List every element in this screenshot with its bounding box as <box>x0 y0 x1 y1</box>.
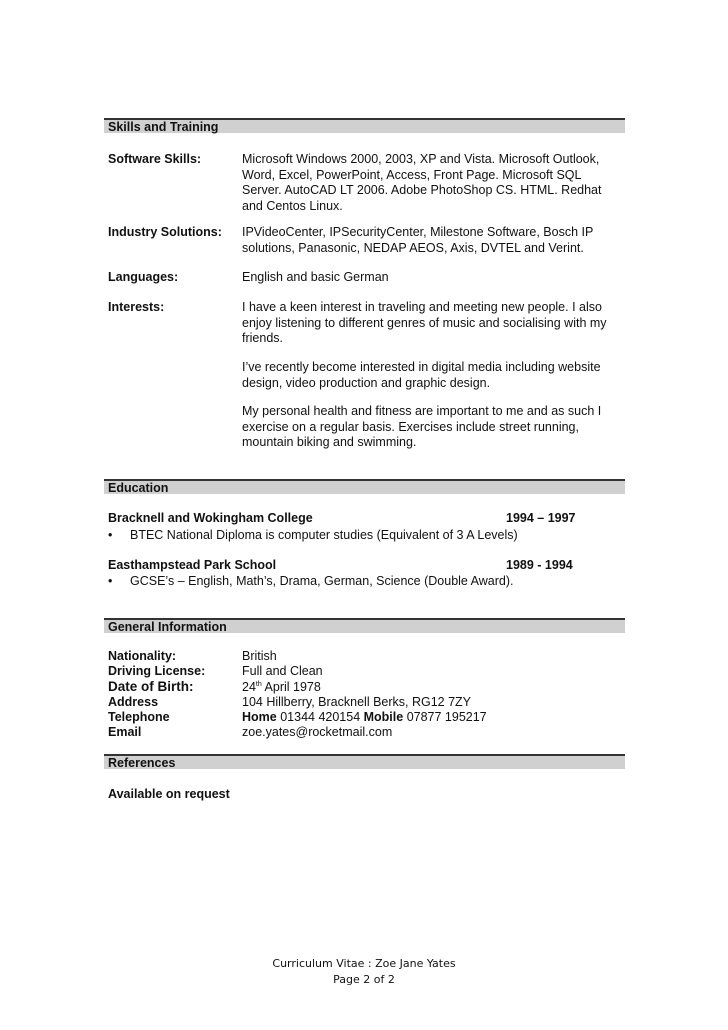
references-text: Available on request <box>108 787 230 801</box>
mobile-number: 07877 195217 <box>403 710 487 724</box>
label-driving-license: Driving License: <box>108 664 206 678</box>
section-header-general: General Information <box>104 618 625 633</box>
education-school-1: Bracknell and Wokingham College <box>108 511 313 525</box>
home-number: 01344 420154 <box>276 710 364 724</box>
label-email: Email <box>108 725 142 739</box>
dob-day: 24 <box>242 680 256 694</box>
education-school-2: Easthampstead Park School <box>108 558 277 572</box>
label-date-of-birth: Date of Birth: <box>108 679 194 694</box>
footer-page-number: Page 2 of 2 <box>333 973 395 986</box>
label-software-skills: Software Skills: <box>108 152 202 166</box>
value-software-skills: Microsoft Windows 2000, 2003, XP and Vista. Microsoft Outlook, Word, Excel, PowerPoint, Access, Front Page. Microsoft SQL Server. AutoCAD LT 2006. Adobe PhotoShop CS. HTML. Redhat and Centos Linux. <box>242 152 602 213</box>
bullet-icon: • <box>108 528 113 542</box>
home-label: Home <box>242 710 277 724</box>
mobile-label: Mobile <box>363 710 404 724</box>
label-nationality: Nationality: <box>108 649 177 663</box>
education-years-2: 1989 - 1994 <box>506 558 573 572</box>
label-interests: Interests: <box>108 300 165 314</box>
bullet-icon: • <box>108 574 113 588</box>
section-header-education: Education <box>104 479 625 494</box>
value-industry-solutions: IPVideoCenter, IPSecurityCenter, Milestone Software, Bosch IP solutions, Panasonic, NEDAP AEOS, Axis, DVTEL and Verint. <box>242 225 594 255</box>
education-detail-2: GCSE’s – English, Math’s, Drama, German, Science (Double Award). <box>130 574 514 588</box>
value-address: 104 Hillberry, Bracknell Berks, RG12 7ZY <box>242 695 472 709</box>
value-driving-license: Full and Clean <box>242 664 323 678</box>
value-interests-digital-media: I’ve recently become interested in digital media including website design, video production and graphic design. <box>242 360 601 390</box>
value-interests: I have a keen interest in traveling and meeting new people. I also enjoy listening to different genres of music and socialising with my friends. <box>242 300 607 345</box>
value-nationality: British <box>242 649 277 663</box>
dob-suffix: th <box>255 680 262 688</box>
value-interests-fitness: My personal health and fitness are important to me and as such I exercise on a regular basis. Exercises include street running, mountain biking and swimming. <box>242 404 602 449</box>
label-telephone: Telephone <box>108 710 170 724</box>
value-languages: English and basic German <box>242 270 389 284</box>
education-years-1: 1994 – 1997 <box>506 511 576 525</box>
education-bullet-2 <box>108 574 514 588</box>
value-email: zoe.yates@rocketmail.com <box>242 725 393 739</box>
label-languages: Languages: <box>108 270 179 284</box>
value-telephone <box>242 710 487 724</box>
section-header-skills: Skills and Training <box>104 118 625 133</box>
education-detail-1: BTEC National Diploma is computer studies (Equivalent of 3 A Levels) <box>130 528 518 542</box>
label-industry-solutions: Industry Solutions: <box>108 225 222 239</box>
section-header-references: References <box>104 754 625 769</box>
footer-title: Curriculum Vitae : Zoe Jane Yates <box>272 957 456 970</box>
label-address: Address <box>108 695 159 709</box>
education-bullet-1 <box>108 528 518 542</box>
dob-rest: April 1978 <box>261 680 321 694</box>
value-date-of-birth <box>242 680 321 694</box>
